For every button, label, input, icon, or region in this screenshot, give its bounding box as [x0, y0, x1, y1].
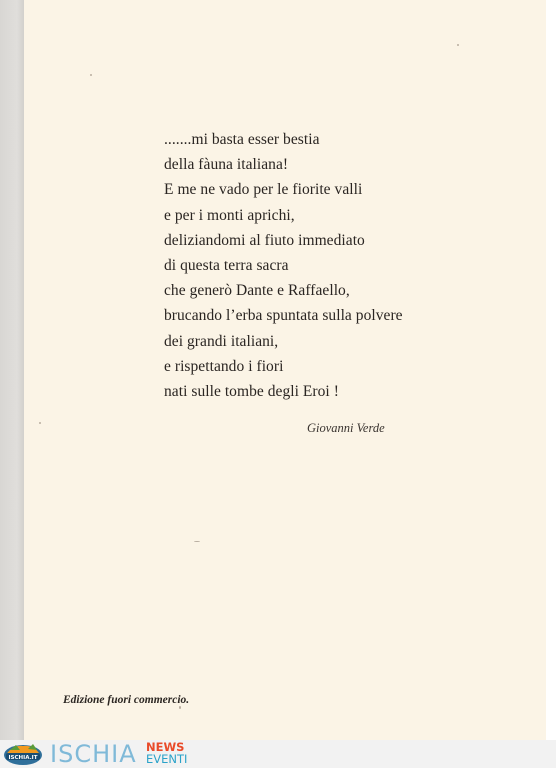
poem-line: brucando l’erba spuntata sulla polvere [164, 307, 403, 325]
brand-eventi: EVENTI [146, 752, 188, 766]
ischia-badge-logo-icon [2, 741, 44, 766]
poem-line: della fàuna italiana! [164, 156, 289, 174]
paper-speck [39, 422, 41, 424]
poem-line: E me ne vado per le fiorite valli [164, 181, 363, 199]
poem-line: deliziandomi al fiuto immediato [164, 231, 365, 249]
poem-line: e per i monti aprichi, [164, 206, 295, 224]
brand-subtitle [146, 741, 187, 765]
poem-author: Giovanni Verde [307, 421, 385, 435]
poem-line: nati sulle tombe degli Eroi ! [164, 382, 339, 400]
poem-line: di questa terra sacra [164, 256, 289, 274]
brand-news: NEWS [146, 740, 185, 754]
scan-border-left [0, 0, 24, 745]
paper-speck [179, 706, 181, 709]
poem-line: che generò Dante e Raffaello, [164, 282, 350, 300]
poem-line: dei grandi italiani, [164, 332, 279, 350]
brand-wordmark [50, 741, 137, 767]
watermark-banner [0, 740, 556, 768]
badge-text: ISCHIA.IT [8, 754, 38, 761]
brand-text: ISCHIA [50, 740, 137, 768]
poem [164, 127, 403, 404]
paper-speck [457, 44, 459, 46]
poem-line: .......mi basta esser bestia [164, 131, 320, 148]
scan-border-right [546, 0, 556, 745]
paper-speck [90, 74, 92, 76]
edition-note: Edizione fuori commercio. [63, 694, 190, 706]
poem-line: e rispettando i fiori [164, 357, 284, 375]
paper-speck [194, 541, 200, 542]
